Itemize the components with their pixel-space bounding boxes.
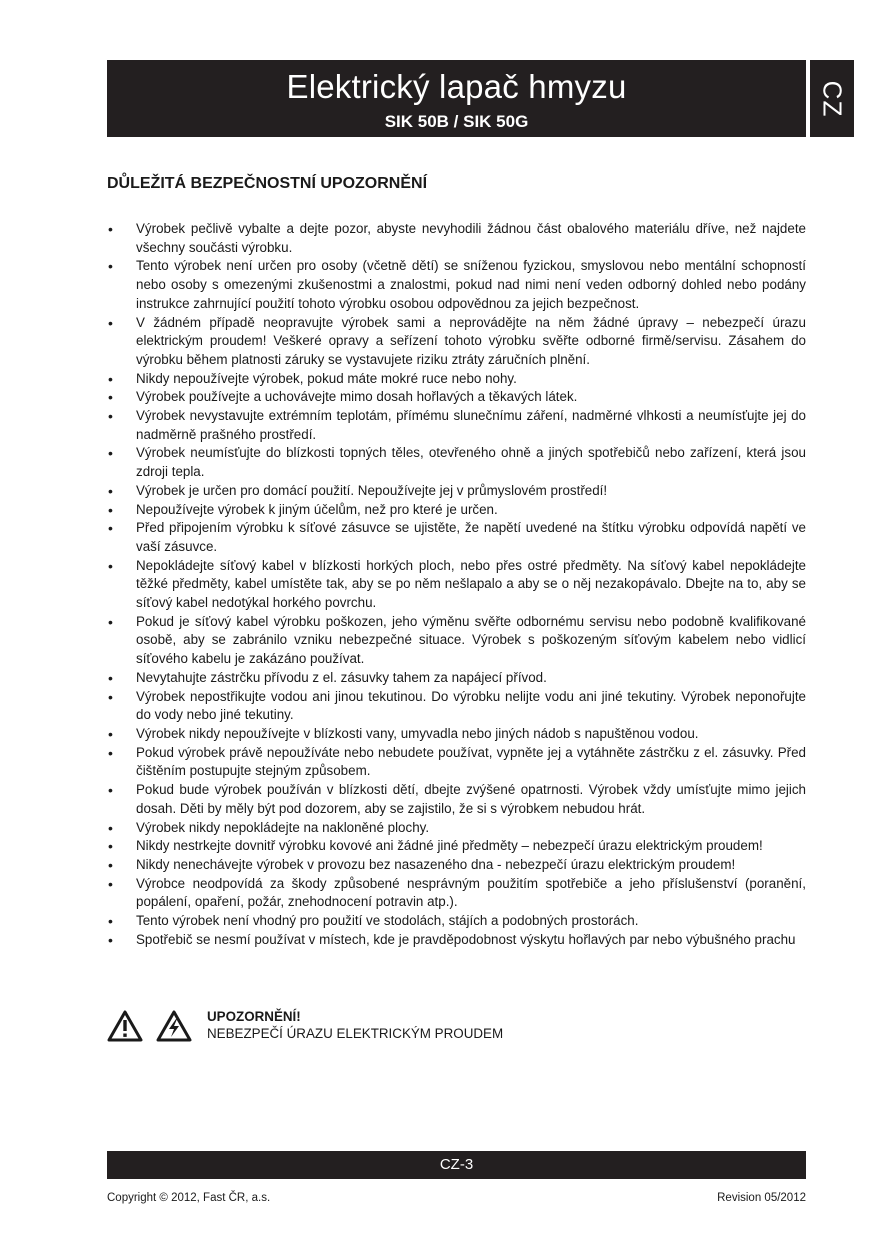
warning-item: • Pokud je síťový kabel výrobku poškozen, jeho výměnu svěřte odbornému servisu nebo podobně kvalifikované osobě, aby se zabránilo vzniku nebezpečné situace. Výrobek s poškozeným síťovým kabelem nebo vidlicí síťového kabelu je zakázáno používat. (107, 613, 806, 669)
warning-item: • Výrobek nikdy nepoužívejte v blízkosti vany, umyvadla nebo jiných nádob s napuštěnou vodou. (107, 725, 806, 744)
warning-item: • Výrobek nikdy nepokládejte na nakloněné plochy. (107, 819, 806, 838)
model-subtitle: SIK 50B / SIK 50G (384, 112, 529, 131)
copyright-text: Copyright © 2012, Fast ČR, a.s. (107, 1192, 271, 1204)
warning-item: • Nevytahujte zástrčku přívodu z el. zásuvky tahem za napájecí přívod. (107, 669, 806, 688)
footer-bar (107, 1151, 806, 1179)
warning-item: • Nikdy nestrkejte dovnitř výrobku kovové ani žádné jiné předměty – nebezpečí úrazu elektrickým proudem! (107, 837, 806, 856)
revision-text: Revision 05/2012 (717, 1192, 806, 1204)
warning-item: • Výrobek neumísťujte do blízkosti topných těles, otevřeného ohně a jiných spotřebičů nebo zařízení, která jsou zdroji tepla. (107, 444, 806, 481)
warning-item: • Pokud bude výrobek používán v blízkosti dětí, dbejte zvýšené opatrnosti. Výrobek vždy umísťujte mimo jejich dosah. Děti by měly být pod dozorem, aby se zajistilo, že si s výrobkem nebudou hrát. (107, 781, 806, 818)
warning-item: • Výrobek je určen pro domácí použití. Nepoužívejte jej v průmyslovém prostředí! (107, 482, 806, 501)
warning-item: • Výrobek pečlivě vybalte a dejte pozor, abyste nevyhodili žádnou část obalového materiálu dříve, než najdete všechny součásti výrobku. (107, 220, 806, 257)
caution-text: NEBEZPEČÍ ÚRAZU ELEKTRICKÝM PROUDEM (207, 1026, 504, 1041)
warning-item: • V žádném případě neopravujte výrobek sami a neprovádějte na něm žádné úpravy – nebezpečí úrazu elektrickým proudem! Veškeré opravy a seřízení tohoto výrobku svěřte odborné firmě/servisu. Zásahem do výrobku během platnosti záruky se vystavujete riziku ztráty záručních plnění. (107, 314, 806, 370)
warning-item: • Výrobek nevystavujte extrémním teplotám, přímému slunečnímu záření, nadměrné vlhkosti a neumísťujte jej do nadměrně prašného prostředí. (107, 407, 806, 444)
warning-item: • Výrobek nepostřikujte vodou ani jinou tekutinou. Do výrobku nelijte vodu ani jiné tekutiny. Výrobek neponořujte do vody nebo jiné tekutiny. (107, 688, 806, 725)
header-bar (107, 60, 806, 137)
page-number: CZ-3 (439, 1156, 474, 1173)
warning-item: • Tento výrobek není vhodný pro použití ve stodolách, stájích a podobných prostorách. (107, 912, 806, 931)
exclamation-warning-icon (107, 1010, 143, 1042)
language-tab-label: CZ (817, 80, 848, 117)
warning-item: • Nepoužívejte výrobek k jiným účelům, než pro které je určen. (107, 501, 806, 520)
caution-title: UPOZORNĚNÍ! (207, 1009, 301, 1024)
warning-item: • Nepokládejte síťový kabel v blízkosti horkých ploch, nebo přes ostré předměty. Na síťový kabel nepokládejte těžké předměty, kabel umístěte tak, aby se po něm nešlapalo a aby se o něj nezakopávalo. Dbejte na to, aby se síťový kabel nedotýkal horkého povrchu. (107, 557, 806, 613)
section-heading: DŮLEŽITÁ BEZPEČNOSTNÍ UPOZORNĚNÍ (107, 175, 428, 192)
caution-block (107, 1008, 806, 1044)
warning-item: • Před připojením výrobku k síťové zásuvce se ujistěte, že napětí uvedené na štítku výrobku odpovídá napětí ve vaší zásuvce. (107, 519, 806, 556)
document-title: Elektrický lapač hmyzu (286, 68, 627, 105)
warning-item: • Tento výrobek není určen pro osoby (včetně dětí) se sníženou fyzickou, smyslovou nebo mentální schopností nebo osoby s omezenými zkušenostmi a znalostmi, pokud nad nimi není veden odborný dohled nebo podány instrukce zahrnující použití tohoto výrobku osobou odpovědnou za jejich bezpečnost. (107, 257, 806, 313)
warning-item: • Spotřebič se nesmí používat v místech, kde je pravděpodobnost výskytu hořlavých par nebo výbušného prachu (107, 931, 806, 950)
warning-item: • Nikdy nenechávejte výrobek v provozu bez nasazeného dna - nebezpečí úrazu elektrickým proudem! (107, 856, 806, 875)
warning-item: • Výrobce neodpovídá za škody způsobené nesprávným použitím spotřebiče a jeho příslušenství (poranění, popálení, opaření, požár, znehodnocení potravin atp.). (107, 875, 806, 912)
warning-item: • Nikdy nepoužívejte výrobek, pokud máte mokré ruce nebo nohy. (107, 370, 806, 389)
warning-item: • Pokud výrobek právě nepoužíváte nebo nebudete používat, vypněte jej a vytáhněte zástrčku z el. zásuvky. Před čištěním postupujte stejným způsobem. (107, 744, 806, 781)
language-tab (810, 60, 854, 137)
warning-item: • Výrobek používejte a uchovávejte mimo dosah hořlavých a těkavých látek. (107, 388, 806, 407)
safety-warning-list (107, 220, 806, 949)
electric-shock-warning-icon (156, 1010, 192, 1042)
